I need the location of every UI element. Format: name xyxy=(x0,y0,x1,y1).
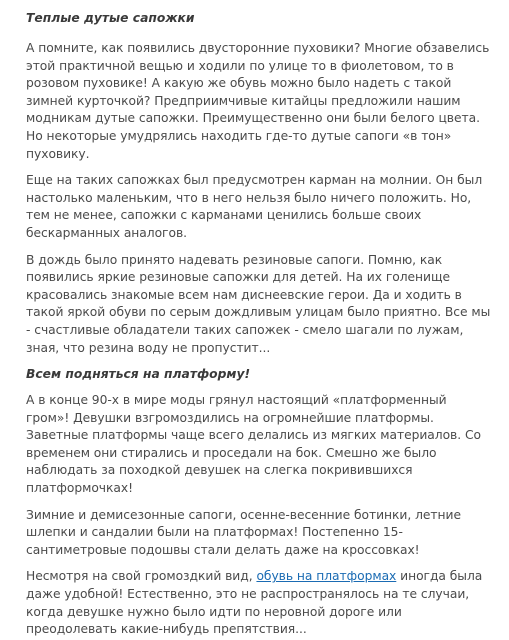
section-heading-platform: Всем подняться на платформу! xyxy=(26,367,251,382)
platform-shoes-link[interactable]: обувь на платформах xyxy=(256,569,397,584)
paragraph: А в конце 90-х в мире моды грянул настоящий «платформенный гром»! Девушки взгромоздились на огромнейшие платформы. Заветные платформы чаще всего делались из мягких материалов. Со временем они стирались и проседали на бок. Смешно же было наблюдать за походкой девушек на слегка покривившихся платформочках! xyxy=(26,393,481,496)
section-heading-warm-boots: Теплые дутые сапожки xyxy=(26,11,195,25)
paragraph: В дождь было принято надевать резиновые сапоги. Помню, как появились яркие резиновые сапожки для детей. На их голенище красовались знакомые всем нам диснеевские герои. Да и ходить в такой яркой обуви по серым дождливым улицам было приятно. Все мы - счастливые обладатели таких сапожек - смело шагали по лужам, зная, что резина воду не пропустит... xyxy=(26,252,491,355)
paragraph: А помните, как появились двусторонние пуховики? Многие обзавелись этой практичной вещью и ходили по улице то в фиолетовом, то в розовом пуховике! А какую же обувь можно было надеть с такой зимней курточкой? Предприимчивые китайцы предложили нашим модникам дутые сапожки. Преимущественно они были белого цвета. Но некоторые умудрялись находить где-то дутые сапоги «в тон» пуховику. xyxy=(26,41,490,161)
paragraph-with-link xyxy=(26,568,491,638)
paragraph-text: Несмотря на свой громоздкий вид, xyxy=(26,569,257,584)
paragraph-text: иногда была даже удобной! Естественно, это не распространялось на те случаи, когда девушке нужно было идти по неровной дороге или преодолевать какие-нибудь препятствия... xyxy=(26,569,483,637)
paragraph: Зимние и демисезонные сапоги, осенне-весенние ботинки, летние шлепки и сандалии были на платформах! Постепенно 15-сантиметровые подошвы стали делать даже на кроссовках! xyxy=(26,507,461,557)
paragraph: Еще на таких сапожках был предусмотрен карман на молнии. Он был настолько маленьким, что в него нельзя было ничего положить. Но, тем не менее, сапожки с карманами ценились больше своих бескарманных аналогов. xyxy=(26,173,483,240)
